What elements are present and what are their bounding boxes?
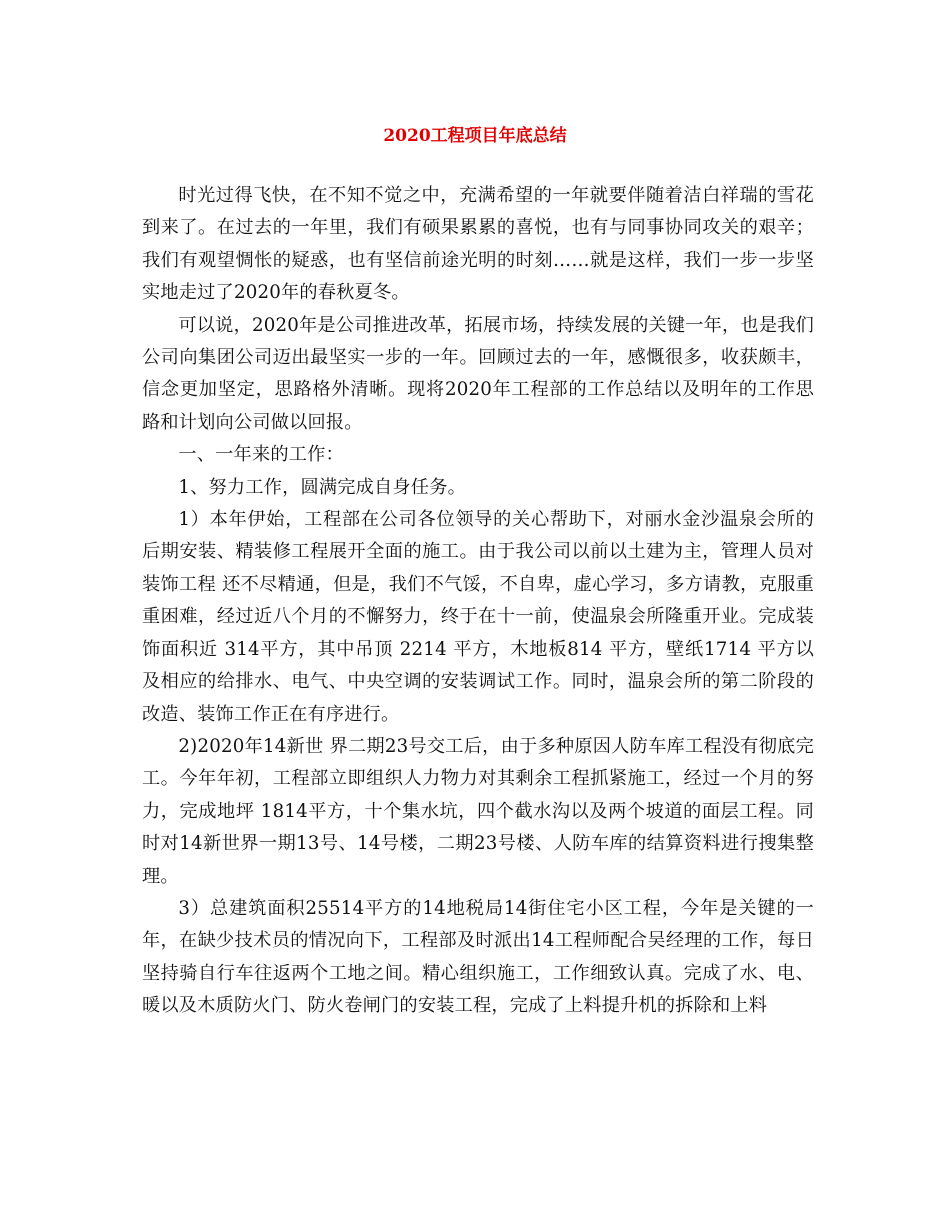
paragraph-overview: 可以说，2020年是公司推进改革，拓展市场，持续发展的关键一年，也是我们公司向集团公司迈出最坚实一步的一年。回顾过去的一年，感慨很多，收获颇丰，信念更加坚定，思路格外清晰。现将2020年工程部的工作总结以及明年的工作思路和计划向公司做以回报。 <box>142 314 814 433</box>
paragraph-item-3: 3）总建筑面积25514平方的14地税局14街住宅小区工程，今年是关键的一年，在缺少技术员的情况向下，工程部及时派出14工程师配合吴经理的工作，每日 坚持骑自行车往返两个工地之间。精心组织施工，工作细致认真。完成了水、电、暖以及木质防火门、防火卷闸门的安装工程，完成了上料提升机的拆除和上料 <box>142 897 814 1017</box>
paragraph-intro: 时光过得飞快，在不知不觉之中，充满希望的一年就要伴随着洁白祥瑞的雪花到来了。在过去的一年里，我们有硕果累累的喜悦，也有与同事协同攻关的艰辛；我们有观望惆怅的疑惑，也有坚信前途光明的时刻……就是这样，我们一步一步坚实地走过了2020年的春秋夏冬。 <box>142 185 814 304</box>
paragraph-item-1: 1）本年伊始，工程部在公司各位领导的关心帮助下，对丽水金沙温泉会所的后期安装、精装修工程展开全面的施工。由于我公司以前以土建为主，管理人员对装饰工程 还不尽精通，但是，我们不气馁，不自卑，虚心学习，多方请教，克服重重困难，经过近八个月的不懈努力，终于在十一前，使温泉会所隆重开业。完成装饰面积近 314平方，其中吊顶 2214 平方，木地板814 平方，壁纸1714 平方以及相应的给排水、电气、中央空调的安装调试工作。同时，温泉会所的第二阶段的改造、装饰工作正在有序进行。 <box>142 509 814 725</box>
document-title: 2020工程项目年底总结 <box>383 126 567 146</box>
section-heading-work: 一、一年来的工作： <box>178 444 344 466</box>
paragraph-item-2: 2)2020年14新世 界二期23号交工后，由于多种原因人防车库工程没有彻底完工。今年年初，工程部立即组织人力物力对其剩余工程抓紧施工，经过一个月的努力，完成地坪 1814平方，十个集水坑，四个截水沟以及两个坡道的面层工程。同时对14新世界一期13号、14号楼，二期23号楼、人防车库的结算资料进行搜集整理。 <box>142 735 814 887</box>
subheading-tasks: 1、努力工作，圆满完成自身任务。 <box>178 476 466 498</box>
document-body <box>142 180 814 1023</box>
